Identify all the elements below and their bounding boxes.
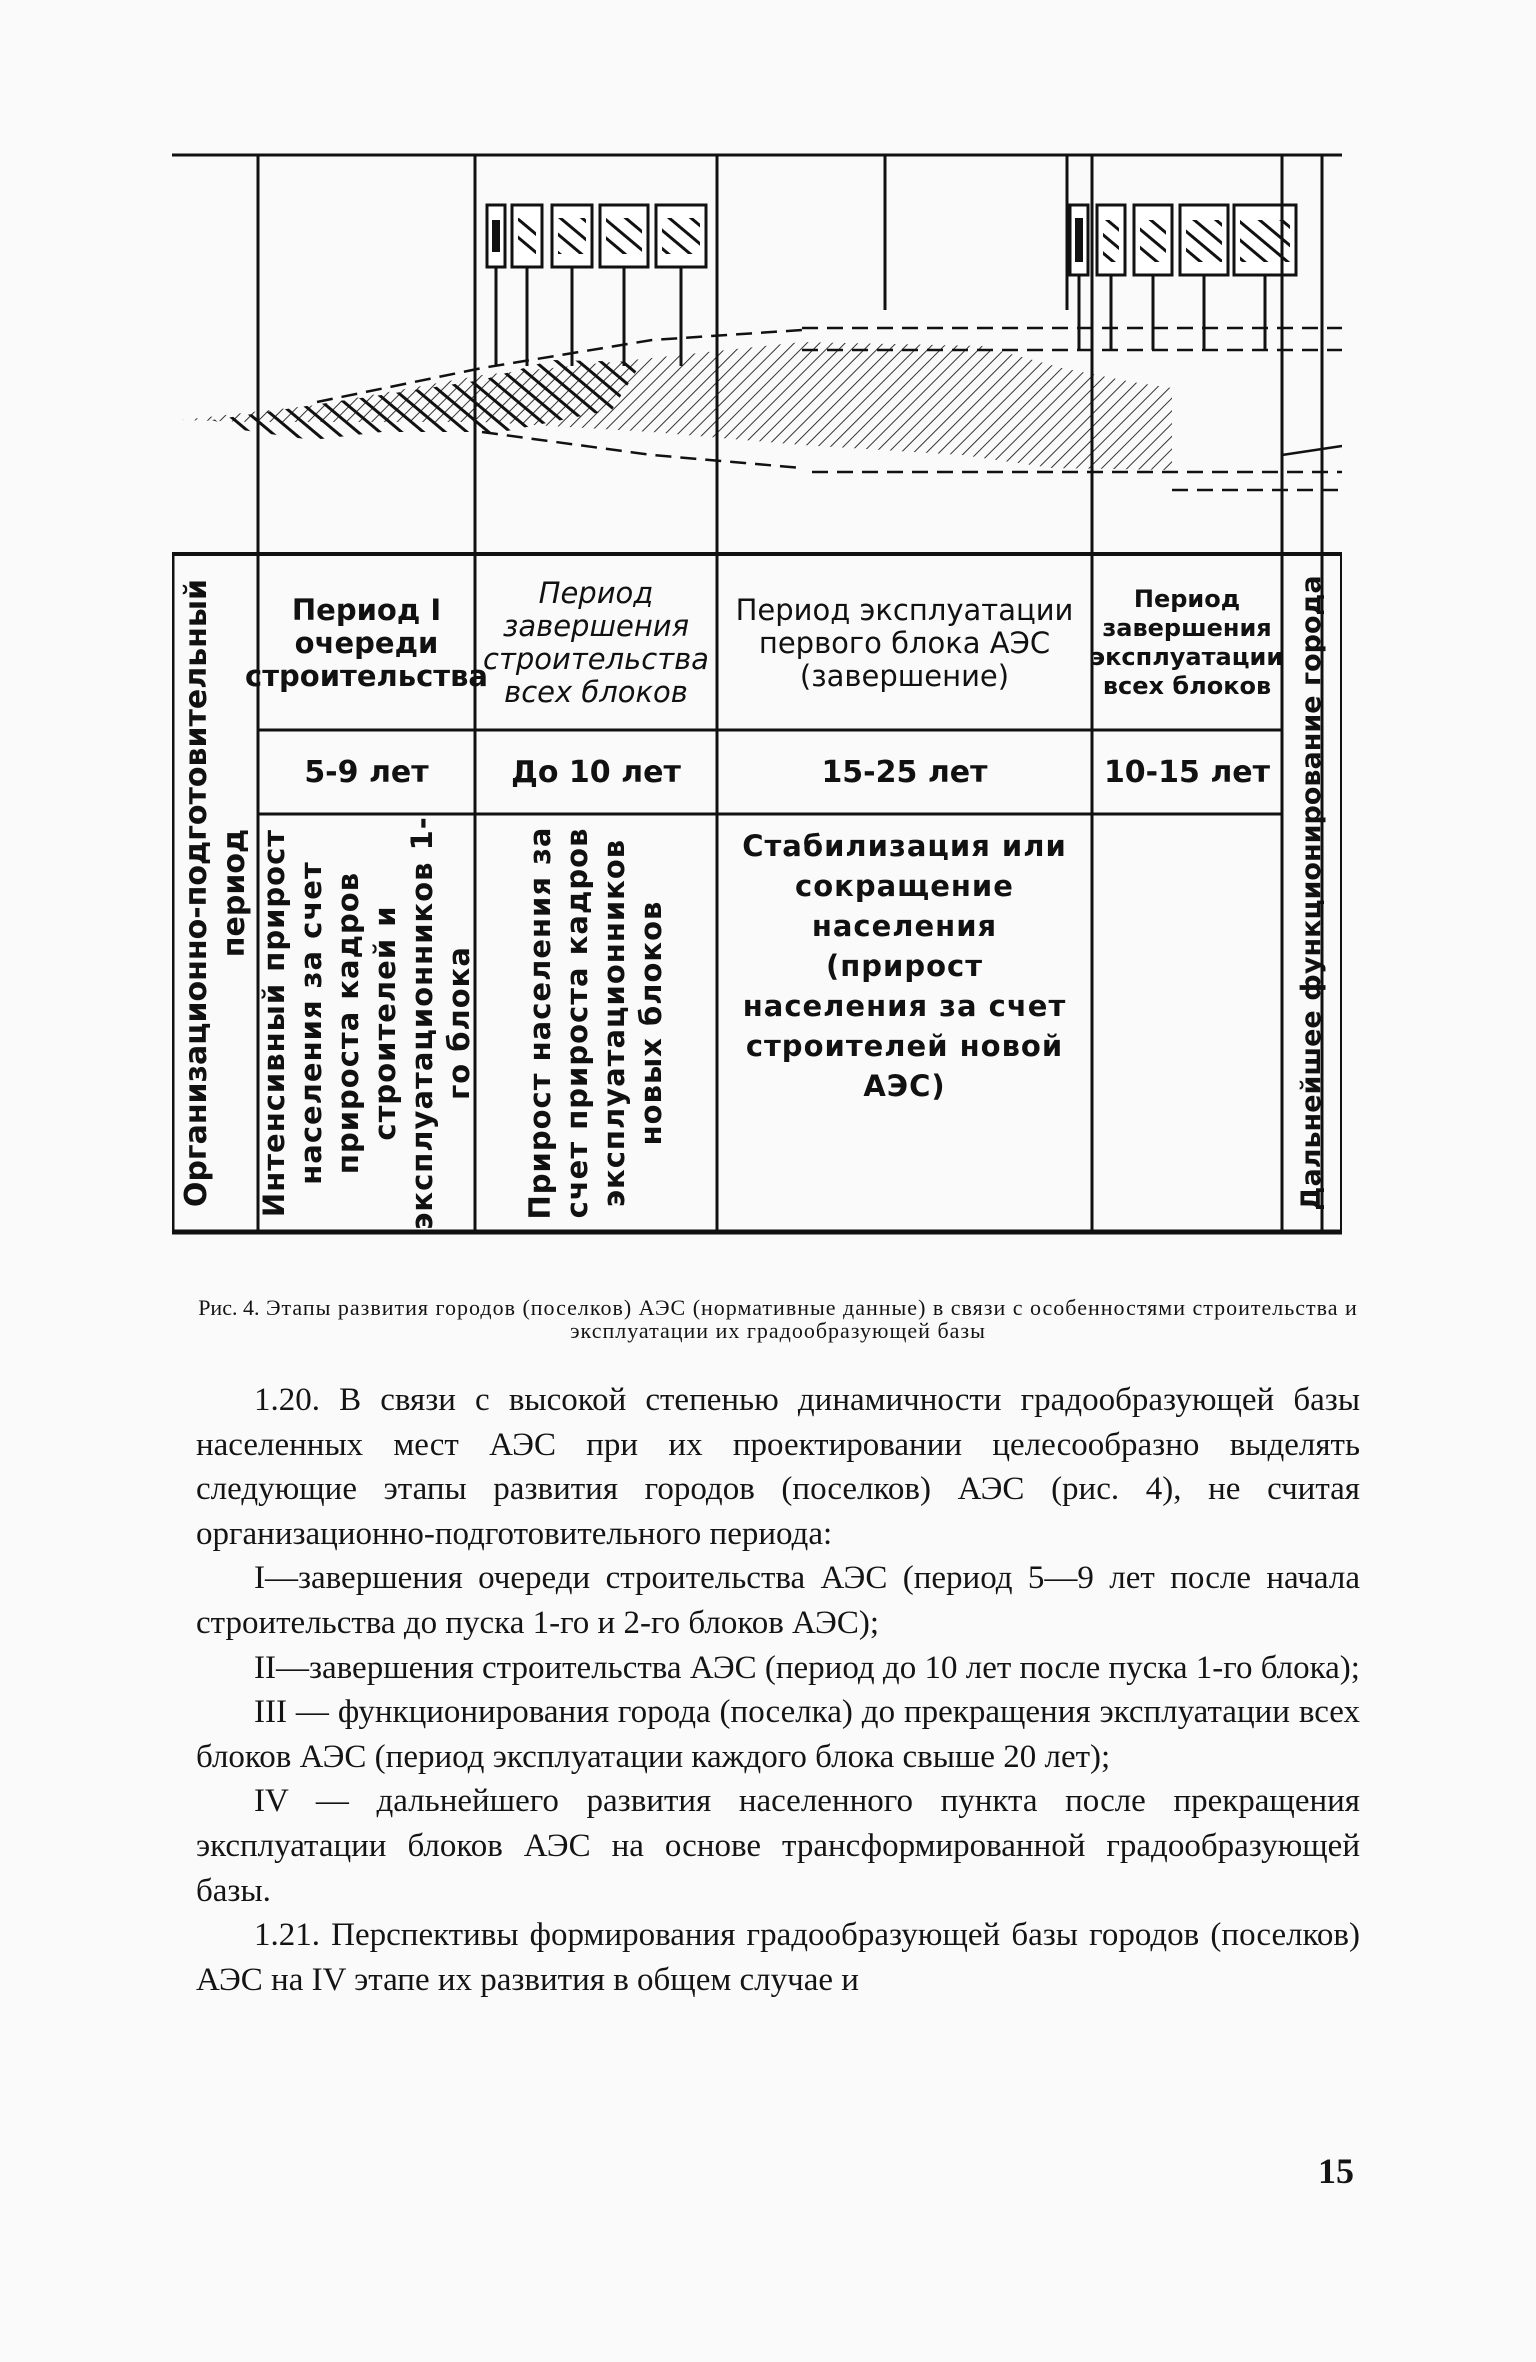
paragraph-stage-4: IV — дальнейшего развития населенного пункта после прекращения эксплуатации блоков АЭС на основе трансформированной градообразующей базы.	[196, 1783, 1360, 1909]
figure-caption	[196, 1296, 1360, 1342]
left-period-label: Организационно-подготовительный период	[179, 578, 252, 1208]
period-4-header: Период завершения эксплуатации всех блоков	[1090, 585, 1284, 700]
caption-number: Рис. 4.	[198, 1295, 260, 1320]
period-2-description: Прирост населения за счет прироста кадров эксплуатационников новых блоков	[523, 826, 668, 1220]
period-2-header: Период завершения строительства всех блоков	[483, 576, 709, 709]
right-period-label: Дальнейшее функционирование города	[1296, 575, 1327, 1211]
period-4-duration: 10-15 лет	[1103, 754, 1271, 790]
period-3-header: Период эксплуатации первого блока АЭС (завершение)	[735, 592, 1074, 693]
period-1-header: Период I очереди строительства	[245, 592, 488, 693]
period-1-description: Интенсивный прирост населения за счет прироста кадров строителей и эксплуатационников 1-го блока	[256, 816, 476, 1230]
page-number: 15	[1318, 2151, 1354, 2191]
population-band	[182, 328, 1342, 490]
figure	[172, 150, 1342, 1240]
body-text	[196, 1378, 1360, 2002]
paragraph-1-20: 1.20. В связи с высокой степенью динамичности градообразующей базы населенных мест АЭС при их проектировании целесообразно выделять следующие этапы развития городов (поселков) АЭС (рис. 4), не считая организационно-подготовительного периода:	[196, 1382, 1360, 1552]
period-1-duration: 5-9 лет	[304, 754, 429, 790]
reactor-blocks-phase-1	[487, 205, 706, 366]
period-3-description: Стабилизация или сокращение населения (прирост населения за счет строителей новой АЭС)	[742, 829, 1067, 1103]
paragraph-1-21: 1.21. Перспективы формирования градообразующей базы городов (поселков) АЭС на IV этапе их развития в общем случае и	[196, 1917, 1360, 1998]
period-2-duration: До 10 лет	[511, 754, 681, 790]
caption-text: Этапы развития городов (поселков) АЭС (нормативные данные) в связи с особенностями строительства и эксплуатации их градообразующей базы	[265, 1295, 1358, 1343]
paragraph-stage-3: III — функционирования города (поселка) до прекращения эксплуатации всех блоков АЭС (период эксплуатации каждого блока свыше 20 лет);	[196, 1694, 1360, 1775]
paragraph-stage-1: I—завершения очереди строительства АЭС (период 5—9 лет после начала строительства до пуска 1-го и 2-го блоков АЭС);	[196, 1560, 1360, 1641]
paragraph-stage-2: II—завершения строительства АЭС (период до 10 лет после пуска 1-го блока);	[254, 1649, 1360, 1686]
period-3-duration: 15-25 лет	[821, 754, 988, 790]
